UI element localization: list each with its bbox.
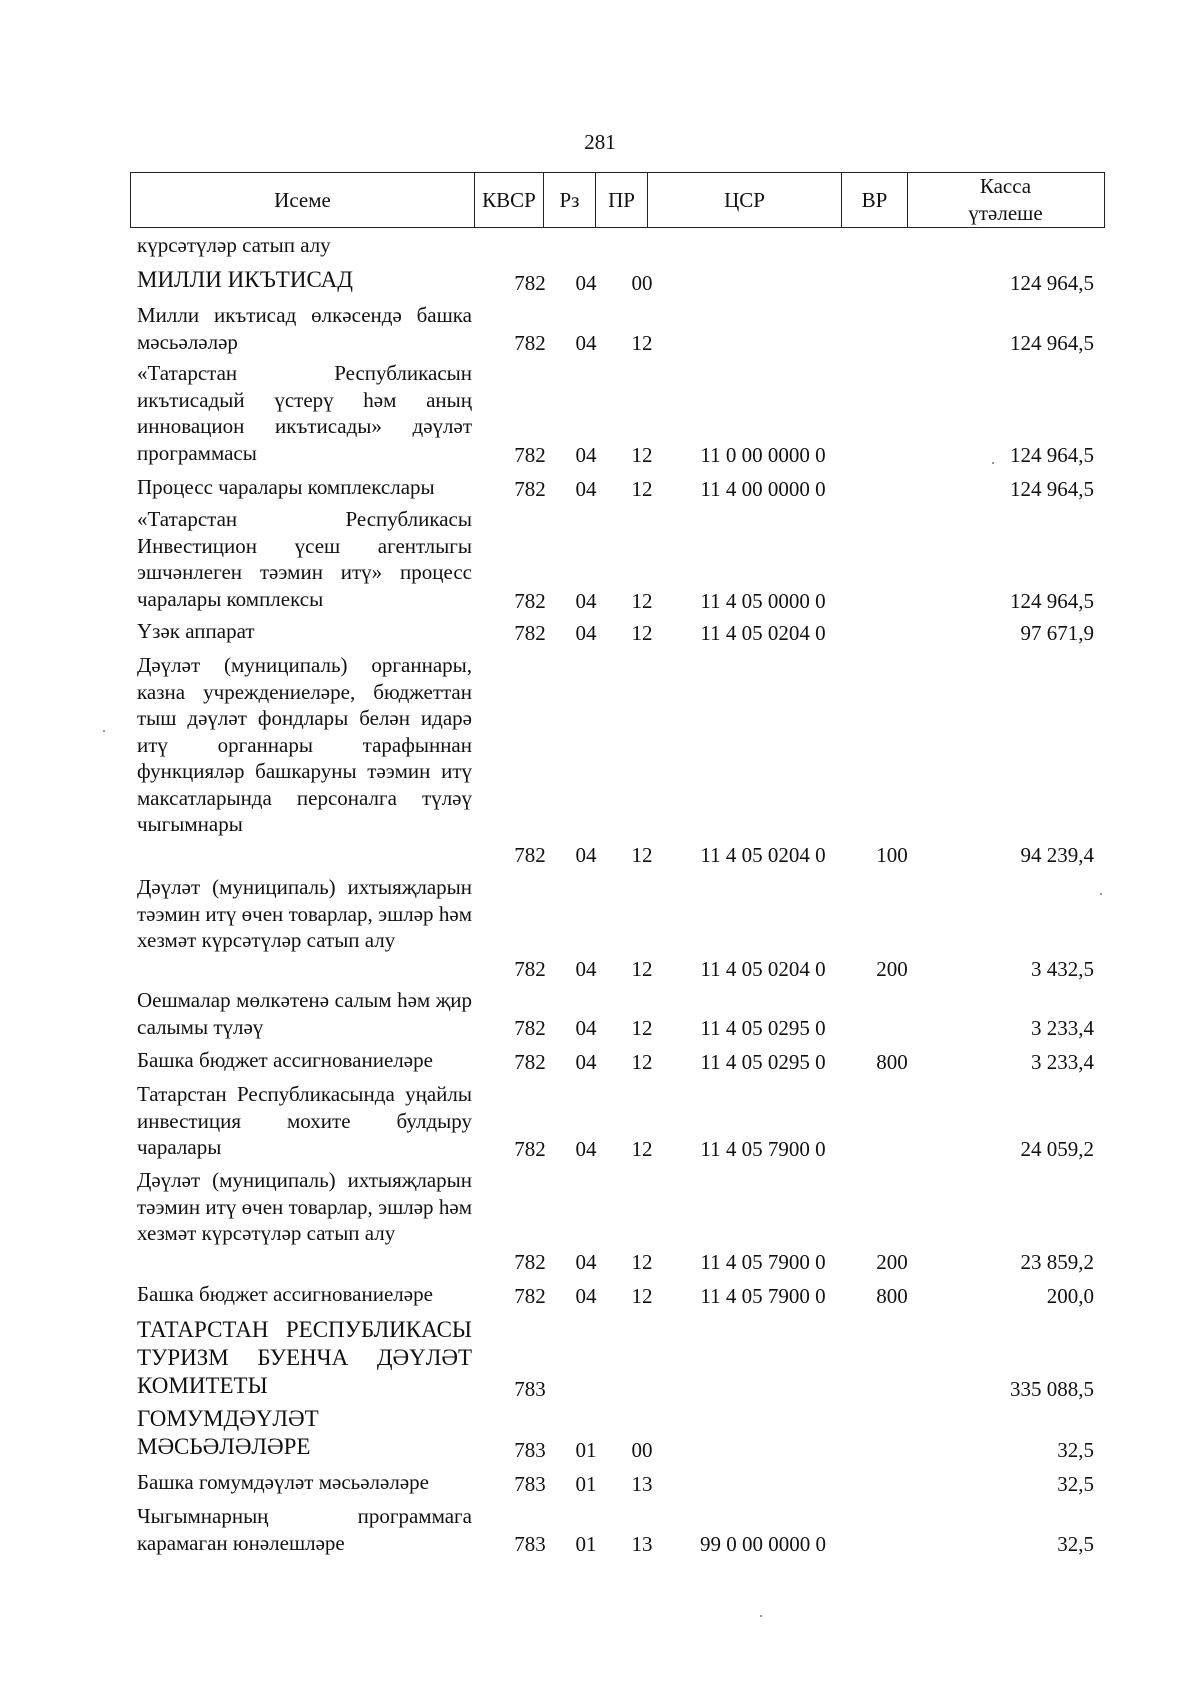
row-name: Милли икътисад өлкәсендә башка мәсьәләләр bbox=[137, 303, 472, 354]
table-row bbox=[0, 1167, 1200, 1275]
row-name: «Татарстан Республикасын икътисадый үстерү һәм аның инновацион икътисады» дәүләт программасы bbox=[137, 361, 472, 465]
header-vr: ВР bbox=[841, 173, 907, 227]
row-sum: 32,5 bbox=[1057, 1471, 1094, 1496]
row-vr: 800 bbox=[876, 1049, 908, 1074]
row-rz: 04 bbox=[575, 442, 597, 467]
row-sum: 124 964,5 bbox=[1010, 588, 1094, 613]
row-kvsr: 782 bbox=[514, 1249, 546, 1274]
table-row bbox=[0, 506, 1200, 614]
row-pr: 12 bbox=[631, 442, 653, 467]
row-kvsr: 783 bbox=[514, 1471, 546, 1496]
row-kvsr: 782 bbox=[514, 956, 546, 981]
row-pr: 12 bbox=[631, 1249, 653, 1274]
row-name: ТАТАРСТАН РЕСПУБЛИКАСЫ ТУРИЗМ БУЕНЧА ДӘҮЛӘТ КОМИТЕТЫ bbox=[137, 1317, 472, 1398]
table-row bbox=[0, 474, 1200, 502]
row-name: Татарстан Республикасында уңайлы инвестиция мохите булдыру чаралары bbox=[137, 1082, 472, 1159]
row-rz: 01 bbox=[575, 1471, 597, 1496]
row-pr: 12 bbox=[631, 1049, 653, 1074]
row-csr: 11 4 05 7900 0 bbox=[700, 1136, 826, 1161]
header-pr: ПР bbox=[595, 173, 647, 227]
table-row bbox=[0, 874, 1200, 982]
row-vr: 100 bbox=[876, 842, 908, 867]
row-pr: 12 bbox=[631, 1136, 653, 1161]
row-kvsr: 782 bbox=[514, 442, 546, 467]
row-kvsr: 782 bbox=[514, 620, 546, 645]
row-sum: 335 088,5 bbox=[1010, 1376, 1094, 1401]
row-sum: 124 964,5 bbox=[1010, 442, 1094, 467]
row-rz: 04 bbox=[575, 956, 597, 981]
table-row bbox=[0, 1047, 1200, 1075]
row-vr: 200 bbox=[876, 956, 908, 981]
row-pr: 12 bbox=[631, 1015, 653, 1040]
table-row bbox=[0, 1405, 1200, 1463]
row-kvsr: 782 bbox=[514, 1136, 546, 1161]
row-sum: 3 233,4 bbox=[1031, 1049, 1094, 1074]
table-row bbox=[0, 232, 1200, 259]
table-row bbox=[0, 1503, 1200, 1557]
row-rz: 04 bbox=[575, 476, 597, 501]
table-row bbox=[0, 1316, 1200, 1402]
row-name: ГОМУМДӘҮЛӘТ МӘСЬӘЛӘЛӘРЕ bbox=[137, 1406, 319, 1459]
row-pr: 12 bbox=[631, 330, 653, 355]
row-name: Процесс чаралары комплекслары bbox=[137, 475, 435, 499]
row-rz: 04 bbox=[575, 842, 597, 867]
table-row bbox=[0, 652, 1200, 868]
row-rz: 04 bbox=[575, 1015, 597, 1040]
row-rz: 04 bbox=[575, 620, 597, 645]
row-sum: 24 059,2 bbox=[1020, 1136, 1094, 1161]
row-name: Үзәк аппарат bbox=[137, 619, 255, 643]
row-kvsr: 782 bbox=[514, 1283, 546, 1308]
row-pr: 12 bbox=[631, 476, 653, 501]
row-name: Башка бюджет ассигнованиеләре bbox=[137, 1282, 433, 1306]
row-rz: 04 bbox=[575, 330, 597, 355]
header-rz: Рз bbox=[543, 173, 595, 227]
row-pr: 12 bbox=[631, 842, 653, 867]
row-sum: 32,5 bbox=[1057, 1437, 1094, 1462]
row-sum: 200,0 bbox=[1046, 1283, 1094, 1308]
table-row bbox=[0, 360, 1200, 468]
row-sum: 3 432,5 bbox=[1031, 956, 1094, 981]
row-sum: 97 671,9 bbox=[1020, 620, 1094, 645]
header-csr: ЦСР bbox=[647, 173, 841, 227]
row-csr: 11 4 05 0204 0 bbox=[700, 620, 826, 645]
table-row bbox=[0, 1281, 1200, 1309]
row-kvsr: 783 bbox=[514, 1376, 546, 1401]
row-rz: 01 bbox=[575, 1531, 597, 1556]
row-rz: 04 bbox=[575, 1049, 597, 1074]
row-name: МИЛЛИ ИКЪТИСАД bbox=[137, 267, 353, 292]
row-vr: 200 bbox=[876, 1249, 908, 1274]
header-sum bbox=[907, 173, 1103, 227]
row-rz: 04 bbox=[575, 270, 597, 295]
row-csr: 11 4 05 7900 0 bbox=[700, 1249, 826, 1274]
row-csr: 11 4 05 0295 0 bbox=[700, 1015, 826, 1040]
header-sum-line1: Касса bbox=[979, 174, 1032, 198]
table-row bbox=[0, 266, 1200, 296]
header-kvsr: КВСР bbox=[474, 173, 543, 227]
row-pr: 12 bbox=[631, 1283, 653, 1308]
row-sum: 32,5 bbox=[1057, 1531, 1094, 1556]
row-name: Чыгымнарның программага карамаган юнәлешләре bbox=[137, 1504, 472, 1555]
row-name: күрсәтүләр сатып алу bbox=[137, 233, 331, 257]
row-pr: 00 bbox=[631, 1437, 653, 1462]
scan-speck bbox=[992, 462, 994, 464]
row-pr: 13 bbox=[631, 1531, 653, 1556]
row-sum: 3 233,4 bbox=[1031, 1015, 1094, 1040]
table-row bbox=[0, 302, 1200, 356]
scan-speck bbox=[1100, 893, 1102, 895]
row-rz: 04 bbox=[575, 1283, 597, 1308]
scan-speck bbox=[103, 730, 105, 732]
row-csr: 11 4 05 0204 0 bbox=[700, 842, 826, 867]
row-pr: 13 bbox=[631, 1471, 653, 1496]
row-kvsr: 782 bbox=[514, 330, 546, 355]
row-sum: 124 964,5 bbox=[1010, 270, 1094, 295]
row-sum: 124 964,5 bbox=[1010, 476, 1094, 501]
scan-speck bbox=[760, 1615, 762, 1617]
row-rz: 01 bbox=[575, 1437, 597, 1462]
row-csr: 11 0 00 0000 0 bbox=[700, 442, 826, 467]
row-pr: 00 bbox=[631, 270, 653, 295]
row-kvsr: 782 bbox=[514, 270, 546, 295]
row-name: Дәүләт (муниципаль) органнары, казна учреждениеләре, бюджеттан тыш дәүләт фондлары белән идарә итү органнары тарафыннан функцияләр башкаруны тәэмин итү максатларында персоналга түләү чыгымнары bbox=[137, 653, 472, 836]
row-rz: 04 bbox=[575, 1249, 597, 1274]
header-name: Исеме bbox=[274, 187, 331, 212]
row-kvsr: 782 bbox=[514, 588, 546, 613]
row-kvsr: 782 bbox=[514, 1049, 546, 1074]
table-header bbox=[130, 172, 1105, 228]
table-row bbox=[0, 618, 1200, 646]
row-kvsr: 783 bbox=[514, 1531, 546, 1556]
row-kvsr: 782 bbox=[514, 1015, 546, 1040]
row-csr: 11 4 05 7900 0 bbox=[700, 1283, 826, 1308]
row-name: Дәүләт (муниципаль) ихтыяҗларын тәэмин итү өчен товарлар, эшләр һәм хезмәт күрсәтүләр сатып алу bbox=[137, 875, 472, 952]
row-pr: 12 bbox=[631, 620, 653, 645]
row-csr: 11 4 05 0204 0 bbox=[700, 956, 826, 981]
row-pr: 12 bbox=[631, 588, 653, 613]
table-row bbox=[0, 1081, 1200, 1162]
row-name: Башка бюджет ассигнованиеләре bbox=[137, 1048, 433, 1072]
row-sum: 23 859,2 bbox=[1020, 1249, 1094, 1274]
row-rz: 04 bbox=[575, 1136, 597, 1161]
row-pr: 12 bbox=[631, 956, 653, 981]
row-csr: 11 4 00 0000 0 bbox=[700, 476, 826, 501]
row-csr: 11 4 05 0295 0 bbox=[700, 1049, 826, 1074]
row-rz: 04 bbox=[575, 588, 597, 613]
row-csr: 11 4 05 0000 0 bbox=[700, 588, 826, 613]
row-name: Дәүләт (муниципаль) ихтыяҗларын тәэмин итү өчен товарлар, эшләр һәм хезмәт күрсәтүләр сатып алу bbox=[137, 1168, 472, 1245]
row-vr: 800 bbox=[876, 1283, 908, 1308]
row-name: Оешмалар мөлкәтенә салым һәм җир салымы түләү bbox=[137, 988, 472, 1039]
row-csr: 99 0 00 0000 0 bbox=[700, 1531, 826, 1556]
row-kvsr: 782 bbox=[514, 842, 546, 867]
row-name: Башка гомумдәүләт мәсьәләләре bbox=[137, 1470, 429, 1494]
table-row bbox=[0, 987, 1200, 1041]
table-row bbox=[0, 1469, 1200, 1497]
row-sum: 124 964,5 bbox=[1010, 330, 1094, 355]
header-sum-line2: үтәлеше bbox=[968, 201, 1043, 225]
row-name: «Татарстан Республикасы Инвестицион үсеш агентлыгы эшчәнлеген тәэмин итү» процесс чаралары комплексы bbox=[137, 507, 472, 611]
row-sum: 94 239,4 bbox=[1020, 842, 1094, 867]
page-number: 281 bbox=[584, 130, 616, 154]
row-kvsr: 783 bbox=[514, 1437, 546, 1462]
row-kvsr: 782 bbox=[514, 476, 546, 501]
